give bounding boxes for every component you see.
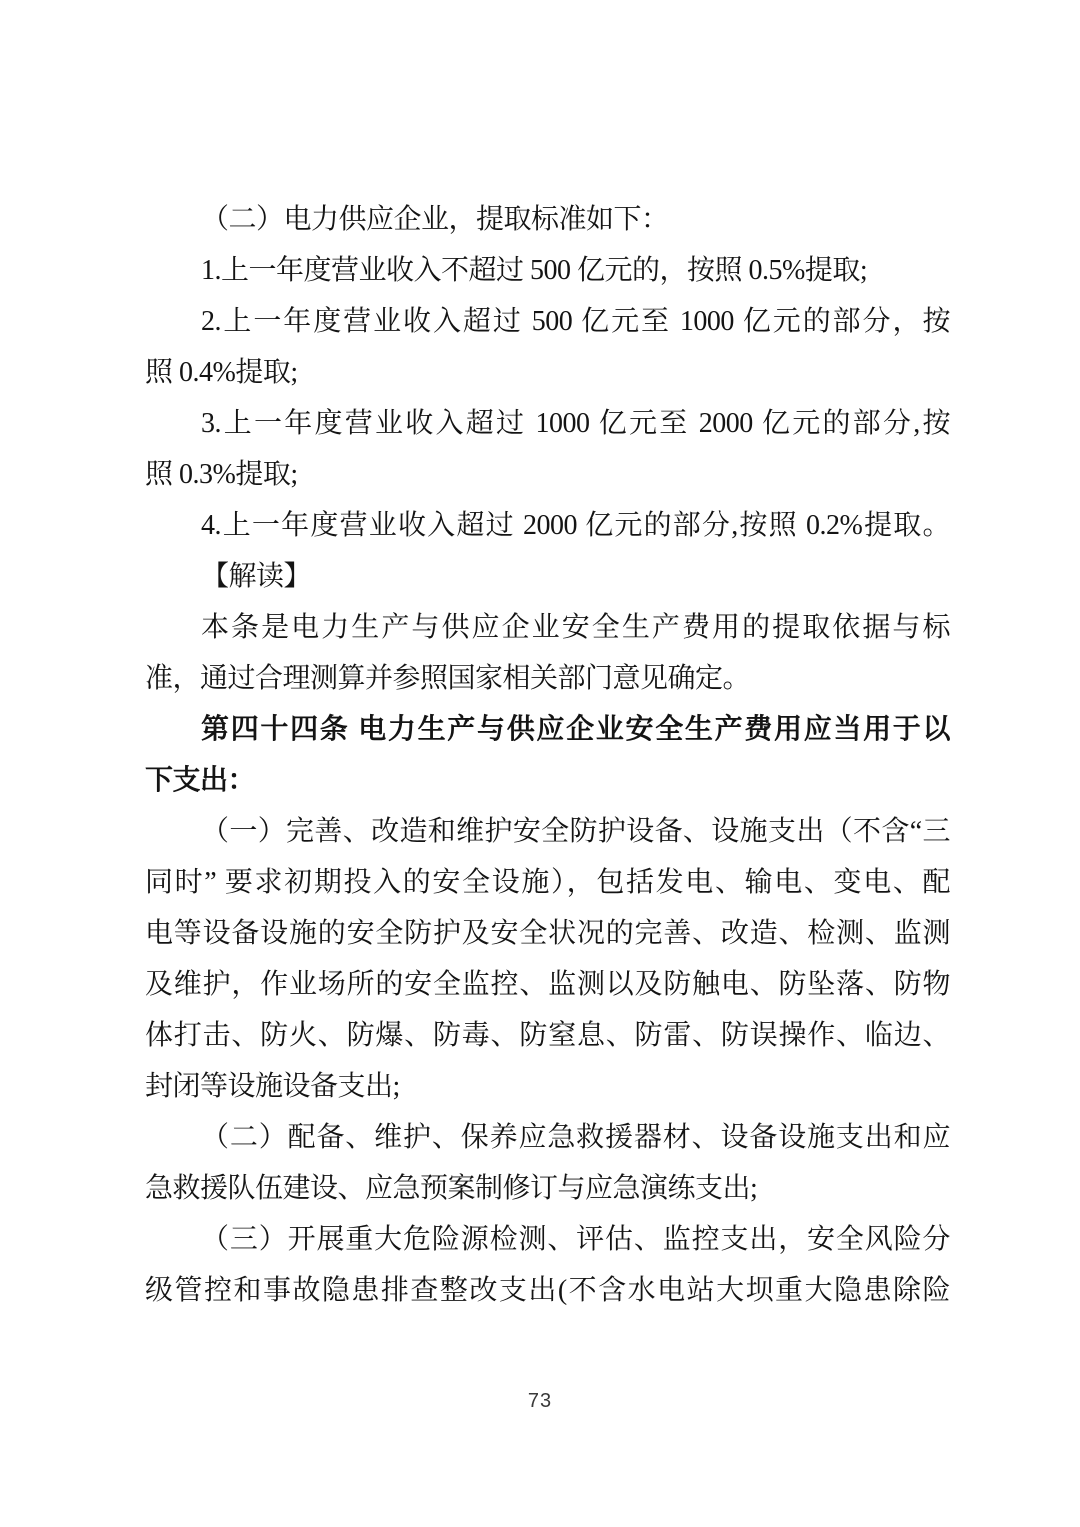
text-line-expense-1f: 封闭等设施设备支出; <box>145 1071 400 1102</box>
text-line-expense-3a: （三）开展重大危险源检测、评估、监控支出，安全风险分 <box>201 1224 950 1255</box>
text-line-rate-2a: 2.上一年度营业收入超过 500 亿元至 1000 亿元的部分，按 <box>201 306 950 337</box>
article-44-heading-line-a: 第四十四条 电力生产与供应企业安全生产费用应当用于以 <box>201 714 950 745</box>
text-line-rate-3a: 3.上一年度营业收入超过 1000 亿元至 2000 亿元的部分,按 <box>201 408 950 439</box>
text-line-rate-2b: 照 0.4%提取; <box>145 357 298 388</box>
text-line-rate-4: 4.上一年度营业收入超过 2000 亿元的部分,按照 0.2%提取。 <box>201 510 950 541</box>
article-44-heading-line-b: 下支出： <box>145 765 256 796</box>
text-line-interpretation-b: 准，通过合理测算并参照国家相关部门意见确定。 <box>145 663 751 694</box>
text-line-expense-1a: （一）完善、改造和维护安全防护设备、设施支出（不含“三 <box>201 816 950 847</box>
document-body <box>145 194 950 1316</box>
text-line-expense-1e: 体打击、防火、防爆、防毒、防窒息、防雷、防误操作、临边、 <box>145 1020 950 1051</box>
text-line-expense-2a: （二）配备、维护、保养应急救援器材、设备设施支出和应 <box>201 1122 950 1153</box>
text-line-rate-1: 1.上一年度营业收入不超过 500 亿元的，按照 0.5%提取; <box>201 255 868 286</box>
text-line-expense-1b: 同时” 要求初期投入的安全设施），包括发电、输电、变电、配 <box>145 867 950 898</box>
text-line-expense-3b: 级管控和事故隐患排查整改支出(不含水电站大坝重大隐患除险 <box>145 1275 950 1306</box>
page-number: 73 <box>527 1390 553 1412</box>
text-line-expense-2b: 急救援队伍建设、应急预案制修订与应急演练支出; <box>145 1173 758 1204</box>
text-line-item-2-header: （二）电力供应企业，提取标准如下： <box>201 204 669 235</box>
text-line-expense-1d: 及维护，作业场所的安全监控、监测以及防触电、防坠落、防物 <box>145 969 950 1000</box>
text-line-interpretation-a: 本条是电力生产与供应企业安全生产费用的提取依据与标 <box>201 612 950 643</box>
interpretation-label: 【解读】 <box>201 561 312 592</box>
text-line-expense-1c: 电等设备设施的安全防护及安全状况的完善、改造、检测、监测 <box>145 918 950 949</box>
text-line-rate-3b: 照 0.3%提取; <box>145 459 298 490</box>
